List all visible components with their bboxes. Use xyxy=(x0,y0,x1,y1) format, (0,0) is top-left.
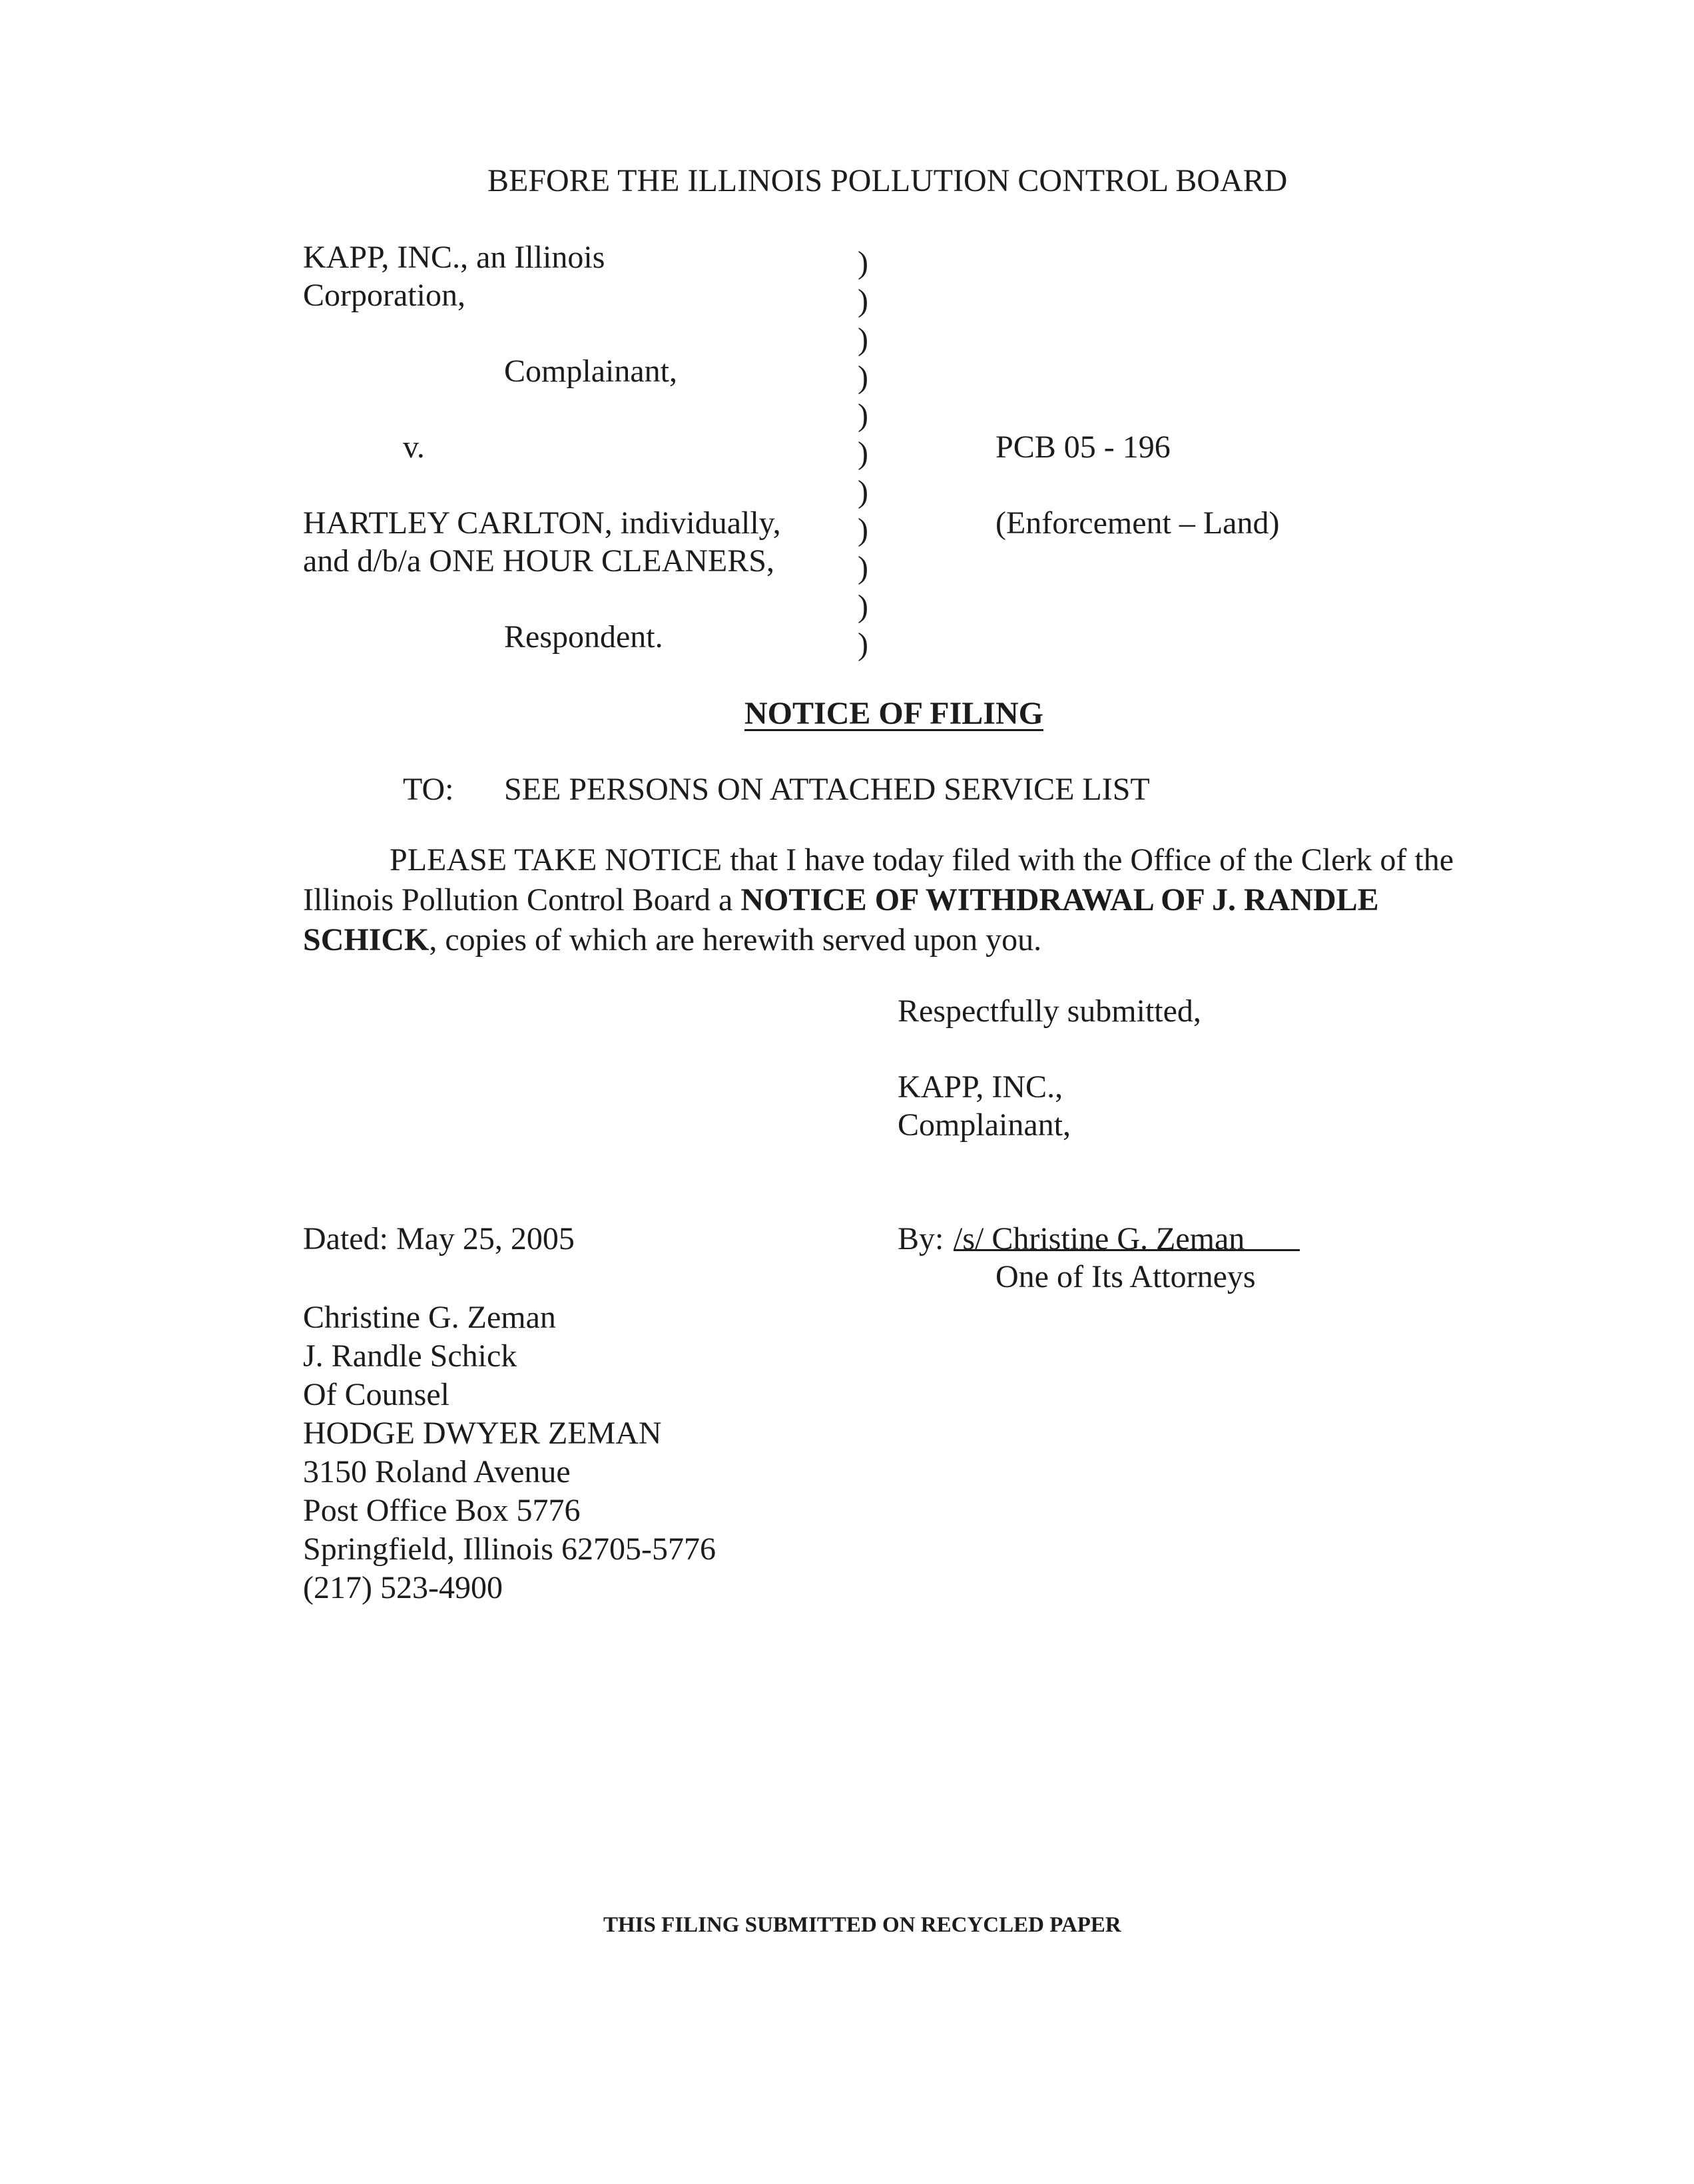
versus: v. xyxy=(403,429,425,465)
signature-line xyxy=(954,1249,1300,1251)
respondent-name-line2: and d/b/a ONE HOUR CLEANERS, xyxy=(303,543,774,579)
caption-paren: ) xyxy=(858,398,868,433)
complainant-name-line2: Corporation, xyxy=(303,278,465,313)
counsel-designation: Of Counsel xyxy=(303,1377,449,1412)
by-label: By: xyxy=(898,1221,944,1256)
firm-city-state-zip: Springfield, Illinois 62705-5776 xyxy=(303,1531,716,1567)
caption-paren: ) xyxy=(858,359,868,395)
respondent-role: Respondent. xyxy=(504,619,663,655)
respondent-name-line1: HARTLEY CARLTON, individually, xyxy=(303,505,781,541)
closing: Respectfully submitted, xyxy=(898,993,1201,1029)
firm-phone: (217) 523-4900 xyxy=(303,1570,503,1605)
party-role: Complainant, xyxy=(898,1107,1071,1143)
caption-paren: ) xyxy=(858,245,868,280)
case-type: (Enforcement – Land) xyxy=(995,505,1280,541)
court-title: BEFORE THE ILLINOIS POLLUTION CONTROL BOARD xyxy=(487,163,1288,198)
recycled-paper-note: THIS FILING SUBMITTED ON RECYCLED PAPER xyxy=(603,1913,1121,1937)
counsel-name: J. Randle Schick xyxy=(303,1338,517,1374)
caption-paren: ) xyxy=(858,626,868,662)
firm-name: HODGE DWYER ZEMAN xyxy=(303,1416,662,1451)
signer-title: One of Its Attorneys xyxy=(995,1259,1256,1294)
caption-paren: ) xyxy=(858,588,868,624)
notice-body xyxy=(303,840,1475,960)
caption-paren: ) xyxy=(858,550,868,586)
complainant-role: Complainant, xyxy=(504,354,677,389)
case-number: PCB 05 - 196 xyxy=(995,429,1171,465)
to-value: SEE PERSONS ON ATTACHED SERVICE LIST xyxy=(504,772,1150,807)
caption-parentheses xyxy=(858,244,884,663)
electronic-signature: /s/ Christine G. Zeman xyxy=(954,1221,1245,1256)
caption-paren: ) xyxy=(858,512,868,548)
caption-paren: ) xyxy=(858,321,868,357)
party-name: KAPP, INC., xyxy=(898,1069,1063,1105)
to-label: TO: xyxy=(403,772,454,807)
firm-po-box: Post Office Box 5776 xyxy=(303,1493,581,1528)
notice-body-text: PLEASE TAKE NOTICE that I have today filed with the Office of the Clerk of the Illinois Pollution Control Board a xyxy=(303,842,1454,918)
caption-paren: ) xyxy=(858,435,868,471)
notice-body-text-end: , copies of which are herewith served upon you. xyxy=(429,922,1042,957)
dated-line: Dated: May 25, 2005 xyxy=(303,1221,575,1256)
withdrawal-title: NOTICE OF WITHDRAWAL OF J. RANDLE SCHICK xyxy=(303,882,1379,957)
counsel-name: Christine G. Zeman xyxy=(303,1300,556,1335)
firm-street: 3150 Roland Avenue xyxy=(303,1454,571,1490)
notice-heading: NOTICE OF FILING xyxy=(744,696,1043,731)
caption-paren: ) xyxy=(858,473,868,509)
complainant-name-line1: KAPP, INC., an Illinois xyxy=(303,240,605,275)
caption-paren: ) xyxy=(858,283,868,319)
counsel-block xyxy=(303,1298,716,1607)
